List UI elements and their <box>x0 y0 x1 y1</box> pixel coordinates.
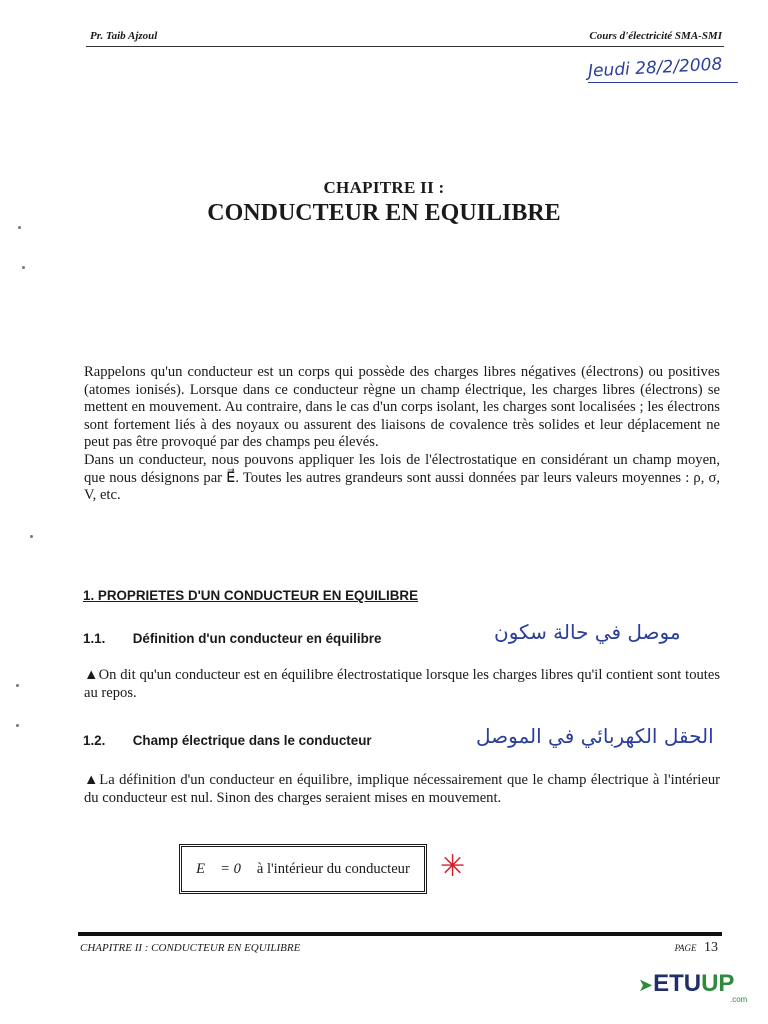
scan-mark <box>22 266 25 269</box>
footer-chapter-ref: CHAPITRE II : CONDUCTEUR EN EQUILIBRE <box>80 942 301 954</box>
chapter-title: CONDUCTEUR EN EQUILIBRE <box>207 200 561 226</box>
section-1-2-text: ▲La définition d'un conducteur en équilibre, implique nécessairement que le champ électrique à l'intérieur du conducteur est nul. Sinon des charges seraient mises en mouvement. <box>84 772 720 806</box>
scan-mark <box>30 535 33 538</box>
section-1-1-number: 1.1. <box>83 631 106 646</box>
section-1-1-title: Définition d'un conducteur en équilibre <box>132 631 382 646</box>
footer-page-word: PAGE <box>674 943 697 953</box>
formula-box <box>179 844 427 894</box>
handwritten-date: Jeudi 28/2/2008 <box>587 54 723 82</box>
handwritten-date-underline <box>588 82 738 83</box>
formula-description: à l'intérieur du conducteur <box>256 860 410 877</box>
arabic-annotation-2: الحقل الكهربائي في الموصل <box>476 724 714 748</box>
footer-page-number: 13 <box>704 940 718 955</box>
scan-mark <box>18 226 21 229</box>
header-rule <box>86 46 724 47</box>
arabic-annotation-1: موصل في حالة سكون <box>494 620 681 644</box>
scan-mark <box>16 684 19 687</box>
formula-equation: E⃗ = 0 <box>196 860 241 877</box>
logo-main: ETU <box>653 970 702 997</box>
section-1-number: 1. <box>83 588 95 603</box>
intro-text-2: Dans un conducteur, nous pouvons appliquer les lois de l'électrostatique en considérant un champ moyen, que nous désignons par E⃗. Toutes les autres grandeurs sont aussi données par leurs valeurs moyennes : ρ, σ, V, etc. <box>84 451 720 504</box>
section-1-2-title: Champ électrique dans le conducteur <box>132 733 372 748</box>
header-author: Pr. Taib Ajzoul <box>90 30 158 42</box>
red-star-annotation: ✳ <box>440 849 466 884</box>
intro-paragraph <box>84 364 720 505</box>
section-1-1-heading <box>83 631 381 646</box>
logo-arrow-icon: ➤ <box>638 975 654 995</box>
section-1-title: PROPRIETES D'UN CONDUCTEUR EN EQUILIBRE <box>97 588 419 603</box>
section-1-heading <box>83 588 418 603</box>
chapter-label: CHAPITRE II : <box>323 178 445 197</box>
footer-page <box>675 940 718 956</box>
logo-sub: .com <box>730 995 748 1004</box>
section-1-1-text: ▲On dit qu'un conducteur est en équilibre électrostatique lorsque les charges libres qu'il contient sont toutes au repos. <box>84 667 720 701</box>
logo-accent: UP <box>701 970 735 997</box>
section-1-2-number: 1.2. <box>83 733 106 748</box>
footer-rule <box>78 932 722 936</box>
header-course: Cours d'électricité SMA-SMI <box>589 30 722 42</box>
etusup-logo <box>638 970 734 998</box>
intro-text-1: Rappelons qu'un conducteur est un corps qui possède des charges libres négatives (électrons) ou positives (atomes ionisés). Lorsque dans ce conducteur règne un champ électrique, les charges libres (électrons) se mettent en mouvement. Au contraire, dans le cas d'un corps isolant, les charges sont localisées ; les électrons sont fortement liés à des noyaux ou assurent des liaisons de covalence très solides et leur déplacement ne peut pas être provoqué par des champs peu élevés. <box>84 364 720 451</box>
section-1-2-heading <box>83 733 372 748</box>
scan-mark <box>16 724 19 727</box>
